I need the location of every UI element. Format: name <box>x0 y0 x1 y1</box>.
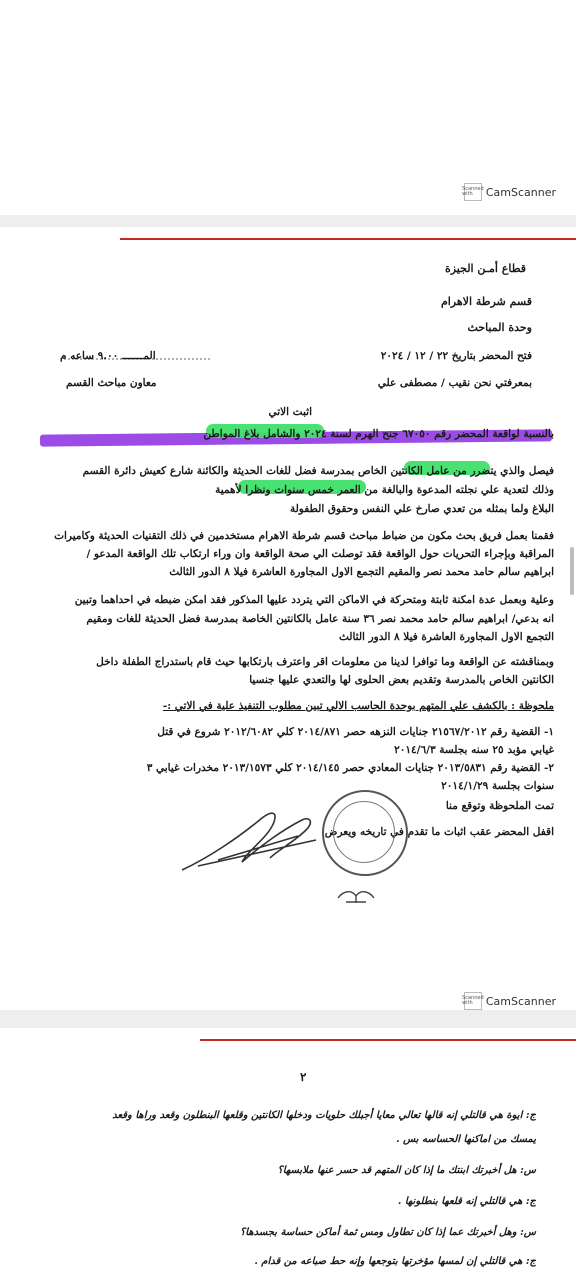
statement-title: اثبت الاتي <box>268 406 312 418</box>
closing-note: تمت الملحوظة وتوقع منا <box>445 800 554 812</box>
scrollbar-thumb[interactable] <box>570 547 574 595</box>
officer-name: بمعرفتي نحن نقيب / مصطفى علي <box>377 377 532 389</box>
body-line: بالنسبة لواقعة المحضر رقم ٦٧٠٥٠ جنح الهرم لسنة ٢٠٢٤ والشامل بلاغ المواطن <box>203 428 554 440</box>
report-time: المـــــــ ٩.٠٠ ساعه م <box>60 350 156 362</box>
body-line: البلاغ ولما بمثله من تعدي صارخ علي النفس وحقوق الطفولة <box>289 503 554 515</box>
sector-heading: قطاع أمـن الجيزة <box>444 262 526 275</box>
handwritten-line: ج: هي قالتلي إنه قلعها بنطلونها . <box>397 1196 536 1207</box>
eagle-emblem-icon <box>336 888 384 904</box>
body-line: فقمنا بعمل فريق بحث مكون من ضباط مباحث قسم شرطة الاهرام مستخدمين في ذلك التقنيات الحديثة وكاميرات <box>54 530 554 542</box>
camscanner-watermark: Scanned with CamScanner <box>464 992 556 1010</box>
handwritten-line: ج: ايوة هي قالتلي إنه قالها تعالي معايا أجبلك حلويات ودخلها الكانتين وقلعها البنطلون وقعد وراها وقعد <box>112 1110 536 1121</box>
handwritten-line: س: وهل أخبرتك عما إذا كان تطاول ومس ثمة أماكن حساسة بجسدها؟ <box>239 1227 536 1238</box>
body-line: وذلك لتعدية علي نجلته المدعوة والبالغة من العمر خمس سنوات ونظرا لأهمية <box>215 484 554 496</box>
unit-heading: وحدة المباحث <box>467 321 532 334</box>
body-line: ابراهيم سالم حامد محمد نصر والمقيم التجمع الاول المجاورة العاشرة فيلا ٨ الدور الثالث <box>169 566 554 578</box>
camscanner-logo-icon: Scanned with <box>464 183 482 201</box>
opened-date: فتح المحضر بتاريخ ٢٢ / ١٢ / ٢٠٢٤ <box>380 350 532 362</box>
note-title: ملحوظة : بالكشف علي المتهم بوحدة الحاسب الالي تبين مطلوب التنفيذ علية في الاتي :- <box>162 700 554 712</box>
case-line: ٢- القضية رقم ٢٠١٣/٥٨٣١ جنايات المعادي حصر ٢٠١٤/١٤٥ كلي ٢٠١٣/١٥٧٣ مخدرات غيابي ٣ <box>146 762 554 774</box>
next-page <box>0 1028 576 1280</box>
page-markings <box>0 1028 576 1048</box>
camscanner-watermark: Scanned with CamScanner <box>464 183 556 201</box>
body-line: التجمع الاول المجاورة العاشرة فيلا ٨ الدور الثالث <box>338 631 554 643</box>
previous-page <box>0 0 576 215</box>
case-line: غيابي مؤبد ٢٥ سنه بجلسة ٢٠١٤/٦/٣ <box>394 744 554 756</box>
case-line: سنوات بجلسة ٢٠١٤/١/٢٩ <box>441 780 554 792</box>
closing-line: اقفل المحضر عقب اثبات ما تقدم في تاريخه ويعرض <box>324 826 554 838</box>
page-gap <box>0 1010 576 1028</box>
official-stamp <box>322 790 408 876</box>
handwritten-line: س: هل أخبرتك ابنتك ما إذا كان المتهم قد حسر عنها ملابسها؟ <box>277 1165 536 1176</box>
station-heading: قسم شرطة الاهرام <box>440 295 532 308</box>
body-line: الكانتين الخاص بالمدرسة وتقديم بعض الحلوى لها والتعدي عليها جنسيا <box>249 674 554 686</box>
body-line: وعلية وبعمل عدة امكنة ثابتة ومتحركة في الاماكن التي يتردد عليها المذكور فقد امكن ضبطه في احداهما وتبين <box>74 594 554 606</box>
handwritten-line: يمسك من اماكنها الحساسه بس . <box>396 1134 536 1145</box>
camscanner-logo-icon: Scanned with <box>464 992 482 1010</box>
handwritten-line: ج: هي قالتلي إن لمسها مؤخرتها بتوجعها وإنه حط صباعه من قدام . <box>254 1256 536 1267</box>
officer-title: معاون مباحث القسم <box>66 377 157 389</box>
signature <box>178 800 318 878</box>
body-line: فيصل والذي يتضرر من عامل الكانتين الخاص بمدرسة فضل للغات الحديثة والكائنة شارع كعيش دائرة القسم <box>82 465 554 477</box>
body-line: المراقبة وبإجراء التحريات حول الواقعة فقد توصلت الي صحة الواقعة وان وراء ارتكاب تلك الواقعة المدعو / <box>86 548 554 560</box>
body-line: انه بدعي/ ابراهيم سالم حامد محمد نصر ٣٦ سنة عامل بالكانتين الخاصة بمدرسة فضل الحديثة للغات ومقيم <box>86 613 554 625</box>
page-gap <box>0 215 576 227</box>
page-number: ٢ <box>300 1070 307 1084</box>
case-line: ١- القضية رقم ٢١٥٦٧/٢٠١٢ جنايات النزهه حصر ٢٠١٤/٨٧١ كلي ٢٠١٢/٦٠٨٢ شروع في قتل <box>157 726 554 738</box>
body-line: وبمناقشته عن الواقعة وما توافرا لدينا من معلومات اقر واعترف بارتكابها حيث قام باستدراج الطفلة داخل <box>96 656 554 668</box>
